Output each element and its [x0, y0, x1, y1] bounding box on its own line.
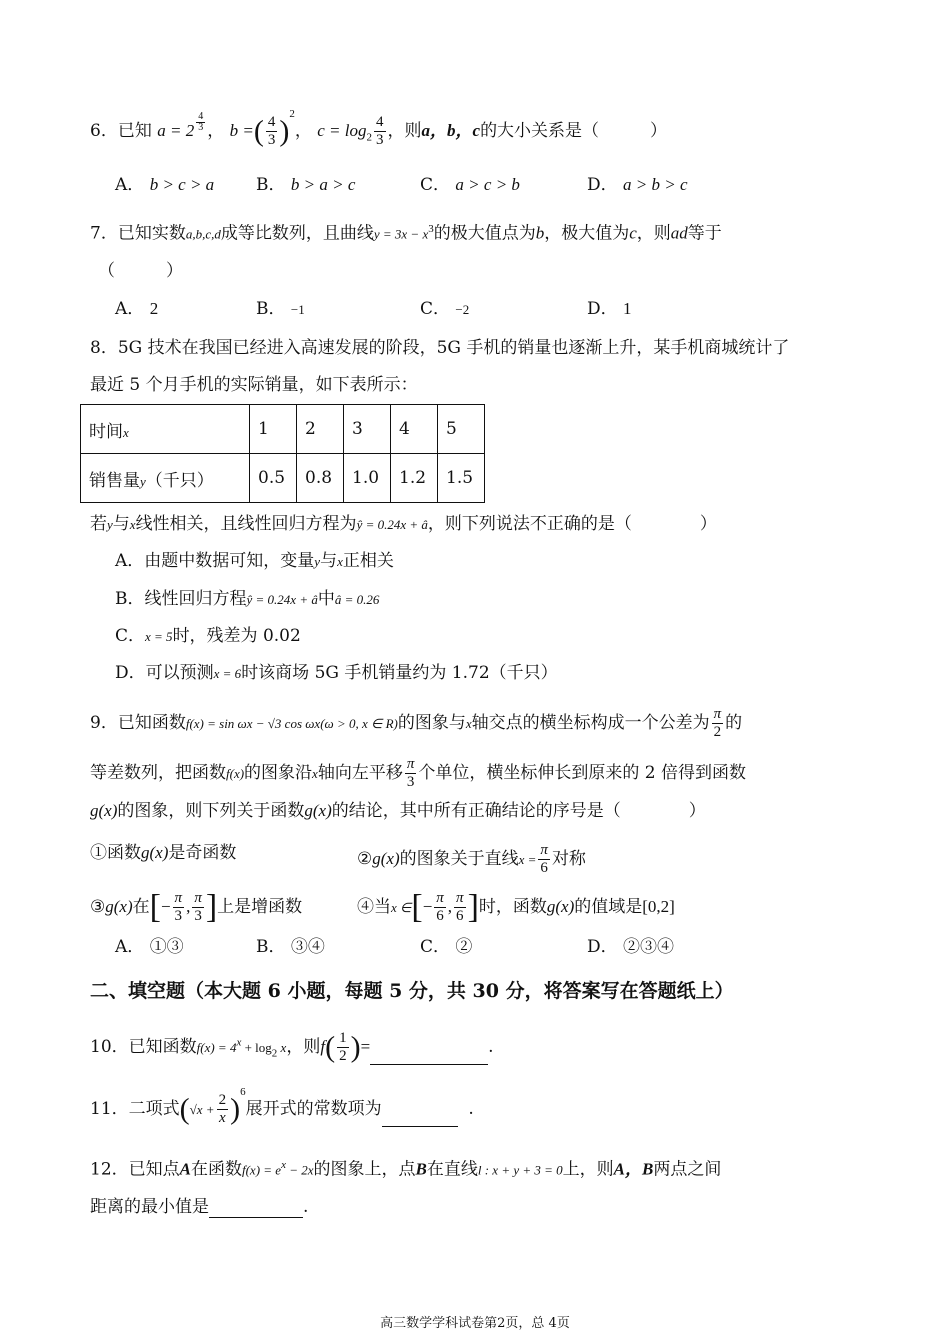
- q6-number: 6．: [90, 121, 118, 141]
- table-cell: 0.8: [297, 454, 344, 503]
- q9-stem-line3: g(x)的图象，则下列关于函数g(x)的结论，其中所有正确结论的序号是（ ）: [90, 801, 706, 821]
- q9-stem-line2: 等差数列，把函数f(x)的图象沿x轴向左平移 $\frac{\pi}{3}$ 个单位，横坐标伸长到原来的 2 倍得到函数: [90, 756, 746, 790]
- q6-stem: 6．已知 a = 2 $^{\frac{4}{3}}$ ， b =( $\frac{4}{3}$ )$^2$， $c = \log_2$ $\frac{4}{3}$ ，则a，b，c的大小关系是（ ）: [90, 108, 668, 148]
- q6-tail: 的大小关系是（ ）: [480, 121, 668, 141]
- q6-option-b: B． b > a > c: [256, 175, 356, 195]
- q8-option-c: C．x = 5时，残差为 0.02: [115, 626, 301, 646]
- table-cell: 2: [297, 405, 344, 454]
- q7-stem: 7．已知实数a,b,c,d成等比数列，且曲线$y = 3x - x^3$的极大值点为b，极大值为c，则ad等于: [90, 223, 722, 244]
- q6-option-d: D． a > b > c: [587, 175, 688, 195]
- q9-option-d: D． ②③④: [587, 937, 675, 957]
- q7-option-d: D． 1: [587, 299, 632, 319]
- q9-statement-2: ②g(x)的图象关于直线x = $\frac{\pi}{6}$ 对称: [357, 842, 586, 876]
- q11-answer-blank[interactable]: [382, 1108, 458, 1127]
- table-row: [81, 454, 485, 503]
- q6-option-c: C． a > c > b: [420, 175, 520, 195]
- q6-tail-pre: ，则: [387, 121, 422, 141]
- q6-a-expr: a = 2: [157, 121, 195, 140]
- q8-line2: 最近 5 个月手机的实际销量，如下表所示：: [90, 375, 418, 395]
- q7-option-a: A． 2: [115, 299, 159, 319]
- q6-c-expr: c = log: [317, 121, 367, 140]
- q7-answer-paren: （ ）: [98, 261, 183, 281]
- q12-stem-line2: 距离的最小值是 .: [90, 1197, 309, 1217]
- q8-stem: 若y与x线性相关，且线性回归方程为ŷ = 0.24x + â，则下列说法不正确的是（ ）: [90, 514, 717, 534]
- table-cell: 0.5: [250, 454, 297, 503]
- table-header-time: 时间x: [81, 405, 250, 454]
- q6-b-power: 2: [289, 108, 295, 121]
- q8-option-a: A．由题中数据可知，变量y与x正相关: [115, 551, 394, 571]
- q9-option-a: A． ①③: [115, 937, 184, 957]
- table-cell: 3: [344, 405, 391, 454]
- table-cell: 4: [391, 405, 438, 454]
- table-header-sales: 销售量y（千只）: [81, 454, 250, 503]
- q6-vars: a，b，c: [421, 121, 481, 140]
- page-footer: 高三数学学科试卷第2页，总 4页: [380, 1316, 570, 1331]
- q6-b-fraction: $\frac{4}{3}$: [267, 114, 276, 148]
- q9-option-c: C． ②: [420, 937, 473, 957]
- q6-option-a: A． b > c > a: [115, 175, 215, 195]
- q9-stem-line1: 9．已知函数f(x) = sin ωx − √3 cos ωx(ω > 0, x ∈ R)的图象与x轴交点的横坐标构成一个公差为 $\frac{\pi}{2}$ 的: [90, 706, 743, 740]
- q9-option-b: B． ③④: [256, 937, 325, 957]
- table-cell: 1: [250, 405, 297, 454]
- q9-statement-4: ④当x ∈[− $\frac{\pi}{6}$ , $\frac{\pi}{6}$ ]时，函数g(x)的值域是[0,2]: [357, 888, 675, 926]
- table-row: [81, 405, 485, 454]
- q12-answer-blank[interactable]: [209, 1199, 303, 1218]
- q7-option-c: C． −2: [420, 299, 470, 319]
- q11-stem: 11．二项式(√x + $\frac{2}{x}$ )$^6$展开式的常数项为 .: [90, 1086, 474, 1126]
- table-cell: 1.5: [438, 454, 485, 503]
- q10-stem: 10．已知函数$f(x) = 4^x + \log_2 x$，则f( $\frac{1}{2}$ )= .: [90, 1030, 494, 1064]
- q6-c-fraction: $\frac{4}{3}$: [376, 114, 384, 148]
- sales-table: [80, 404, 485, 503]
- q8-option-d: D．可以预测x = 6时该商场 5G 手机销量约为 1.72（千只）: [115, 663, 558, 683]
- q6-b-expr: b =: [229, 121, 254, 140]
- q7-option-b: B． −1: [256, 299, 305, 319]
- q9-statement-3: ③g(x)在[− $\frac{\pi}{3}$ , $\frac{\pi}{3}$ ]上是增函数: [90, 888, 303, 926]
- q12-stem-line1: 12．已知点A在函数$f(x) = e^x - 2x$的图象上，点B在直线l : x + y + 3 = 0上，则A，B两点之间: [90, 1159, 722, 1180]
- q6-lead: 已知: [117, 121, 152, 141]
- table-cell: 5: [438, 405, 485, 454]
- section-heading: 二、填空题（本大题 6 小题，每题 5 分，共 30 分，将答案写在答题纸上）: [90, 980, 734, 1002]
- table-cell: 1.2: [391, 454, 438, 503]
- q8-line1: 8．5G 技术在我国已经进入高速发展的阶段，5G 手机的销量也逐渐上升，某手机商城统计了: [90, 338, 790, 358]
- table-cell: 1.0: [344, 454, 391, 503]
- q8-option-b: B．线性回归方程ŷ = 0.24x + â中â = 0.26: [115, 589, 380, 609]
- q10-answer-blank[interactable]: [370, 1046, 488, 1065]
- q6-a-exponent: 4 3: [198, 111, 204, 134]
- q6-c-base: 2: [366, 131, 373, 144]
- q9-statement-1: ①函数g(x)是奇函数: [90, 843, 237, 863]
